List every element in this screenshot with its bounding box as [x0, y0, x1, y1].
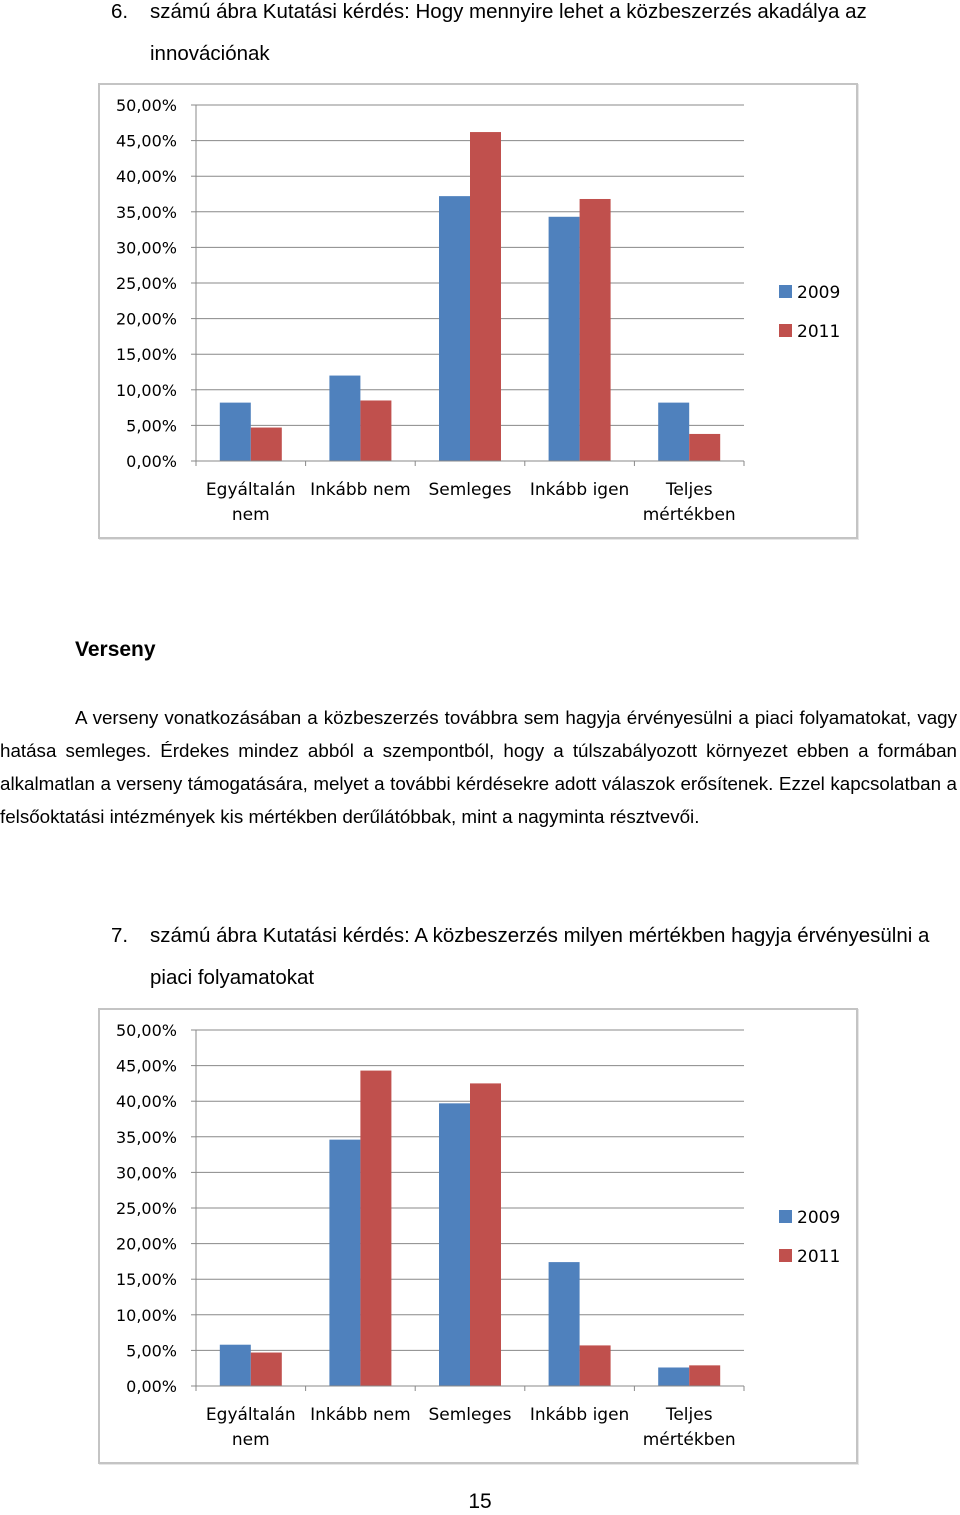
y-tick-label: 40,00%: [115, 1092, 177, 1112]
y-tick-label: 25,00%: [115, 1199, 177, 1218]
figure-6-number: 6.: [111, 0, 129, 23]
y-tick-label: 5,00%: [126, 416, 177, 436]
figure-7-caption: [0, 924, 960, 994]
y-tick-label: 35,00%: [115, 202, 177, 222]
y-tick-label: 20,00%: [115, 1234, 177, 1254]
y-tick-label: 30,00%: [115, 1163, 177, 1183]
y-tick-label: 30,00%: [115, 238, 177, 258]
bar-2011: [251, 428, 282, 461]
x-tick-label: mértékben: [642, 1430, 736, 1450]
paragraph-text: A verseny vonatkozásában a közbeszerzés továbbra sem hagyja érvényesülni a piaci folyamatokat, vagy hatása semleges. Érdekes mindez abból a szempontból, hogy a túlszabályozott környezet ebben a formában alkalmatlan a verseny támogatására, melyet a további kérdésekre adott válaszok erősítenek. Ezzel kapcsolatban a felsőoktatási intézmények kis mértékben derűlátóbbak, mint a nagyminta résztvevői.: [0, 707, 957, 827]
bar-2011: [360, 400, 391, 461]
figure-7-chart-svg: [100, 1010, 856, 1462]
figure-7-number: 7.: [111, 924, 129, 947]
bar-2009: [329, 1140, 360, 1386]
y-tick-label: 5,00%: [126, 1341, 177, 1361]
figure-6-caption: [0, 0, 960, 70]
bar-2009: [658, 1367, 689, 1386]
bar-2009: [329, 376, 360, 461]
bar-2009: [658, 403, 689, 461]
x-tick-label: Teljes: [665, 1405, 713, 1425]
legend-label-2009: 2009: [797, 1208, 841, 1228]
y-tick-label: 45,00%: [115, 131, 177, 151]
bar-2011: [360, 1071, 391, 1386]
legend-swatch-2009: [779, 1210, 792, 1223]
x-tick-label: Inkább igen: [529, 480, 630, 500]
legend-swatch-2009: [779, 285, 792, 298]
y-tick-label: 25,00%: [115, 274, 177, 293]
bar-2011: [689, 434, 720, 461]
y-tick-label: 20,00%: [115, 309, 177, 329]
bar-2011: [470, 132, 501, 461]
x-tick-label: Egyáltalán: [205, 1405, 296, 1425]
y-tick-label: 0,00%: [126, 1377, 177, 1396]
section-heading: Verseny: [75, 638, 156, 661]
y-tick-label: 0,00%: [126, 452, 177, 471]
figure-6-chart-svg: [100, 85, 856, 537]
bar-2009: [549, 1262, 580, 1386]
bar-2009: [439, 196, 470, 461]
y-tick-label: 40,00%: [115, 167, 177, 187]
x-tick-label: Semleges: [428, 480, 512, 500]
figure-6-caption-line1: számú ábra Kutatási kérdés: Hogy mennyire lehet a közbeszerzés akadálya az: [150, 0, 867, 23]
page-number: 15: [468, 1490, 492, 1513]
figure-7-chart: [98, 1008, 858, 1464]
bar-2009: [220, 1345, 251, 1386]
y-tick-label: 35,00%: [115, 1127, 177, 1147]
y-tick-label: 50,00%: [115, 96, 177, 115]
bar-2011: [689, 1365, 720, 1386]
figure-7-caption-line2: piaci folyamatokat: [150, 966, 315, 989]
figure-7-caption-line1: számú ábra Kutatási kérdés: A közbeszerzés milyen mértékben hagyja érvényesülni a: [150, 924, 930, 947]
bar-2011: [580, 199, 611, 461]
x-tick-label: Inkább igen: [529, 1405, 630, 1425]
x-tick-label: Egyáltalán: [205, 480, 296, 500]
y-tick-label: 50,00%: [115, 1021, 177, 1040]
section-paragraph: [0, 701, 957, 833]
x-tick-label: Teljes: [665, 480, 713, 500]
legend-label-2011: 2011: [797, 1247, 841, 1267]
x-tick-label: mértékben: [642, 505, 736, 525]
x-tick-label: Inkább nem: [310, 1405, 411, 1425]
bar-2009: [549, 217, 580, 461]
x-tick-label: nem: [231, 1430, 270, 1450]
bar-2011: [580, 1345, 611, 1386]
x-tick-label: nem: [231, 505, 270, 525]
x-tick-label: Inkább nem: [310, 480, 411, 500]
figure-6-chart: [98, 83, 858, 539]
bar-2011: [251, 1353, 282, 1386]
y-tick-label: 15,00%: [115, 345, 177, 365]
legend-swatch-2011: [779, 1249, 792, 1262]
y-tick-label: 10,00%: [115, 380, 177, 400]
bar-2011: [470, 1083, 501, 1386]
y-tick-label: 10,00%: [115, 1305, 177, 1325]
y-tick-label: 15,00%: [115, 1270, 177, 1290]
legend-swatch-2011: [779, 324, 792, 337]
legend-label-2011: 2011: [797, 322, 841, 342]
x-tick-label: Semleges: [428, 1405, 512, 1425]
figure-6-caption-line2: innovációnak: [150, 42, 270, 65]
bar-2009: [220, 403, 251, 461]
bar-2009: [439, 1103, 470, 1386]
y-tick-label: 45,00%: [115, 1056, 177, 1076]
legend-label-2009: 2009: [797, 283, 841, 303]
